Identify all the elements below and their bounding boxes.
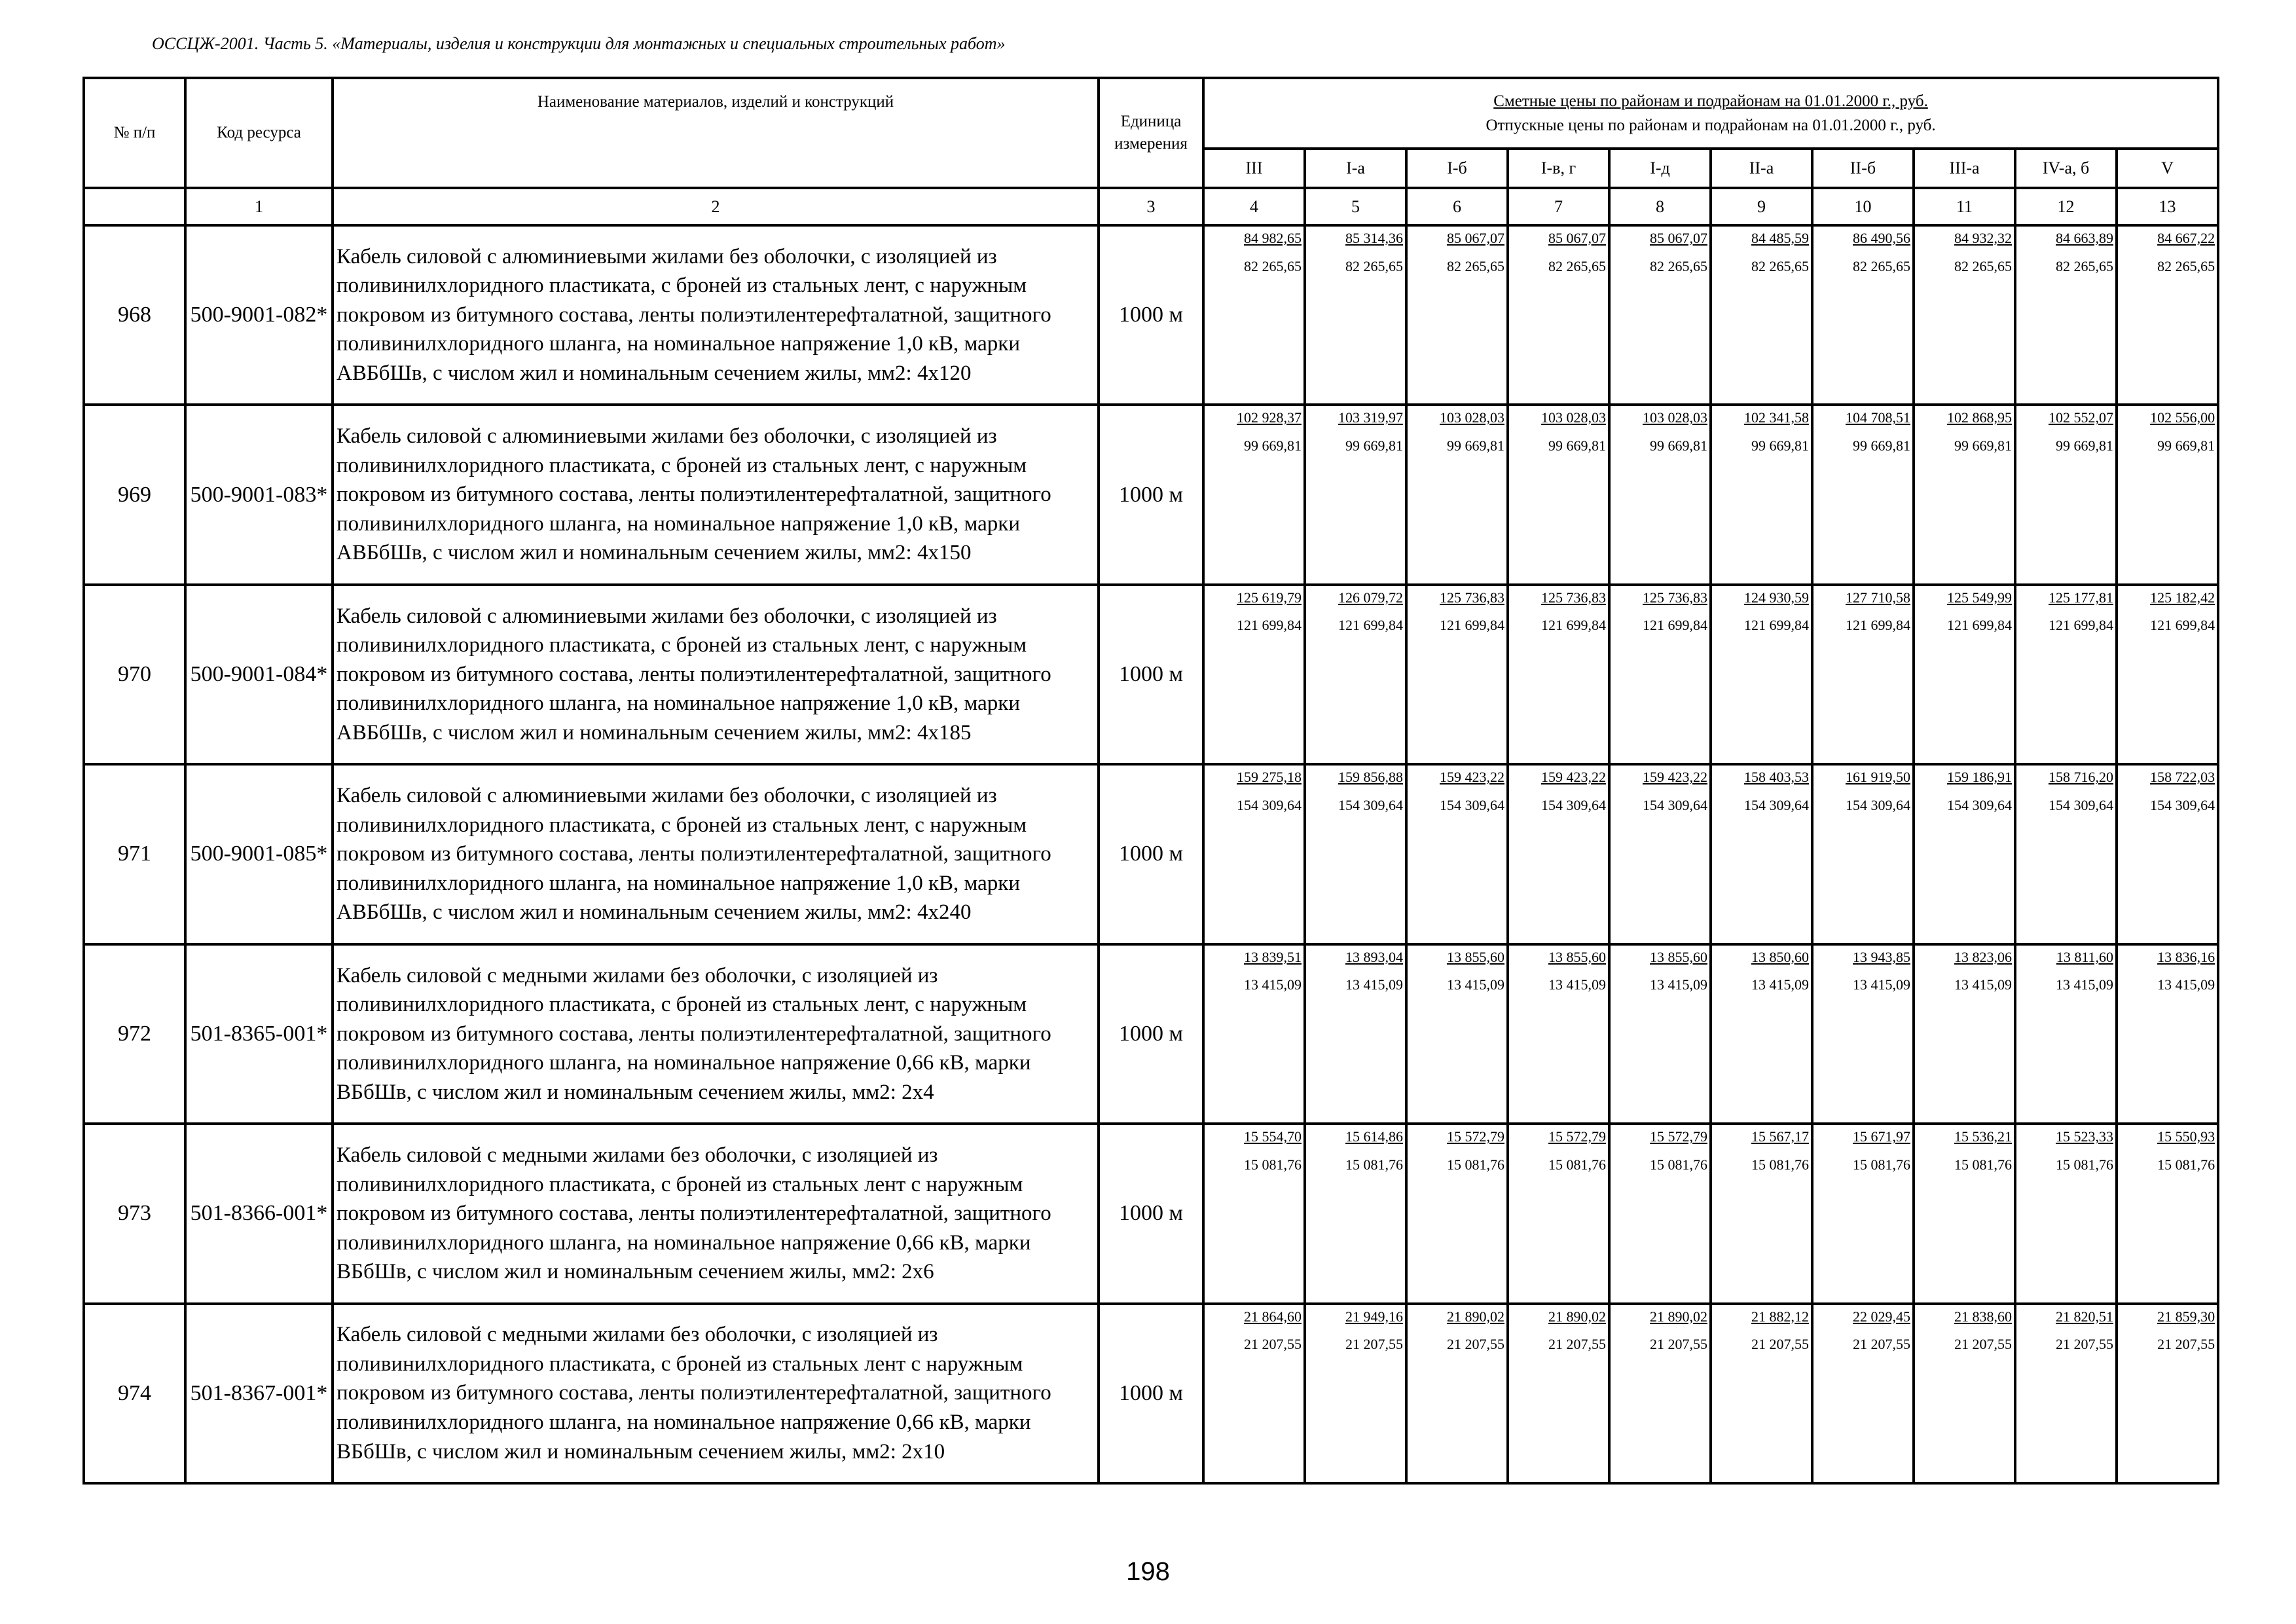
header-num: № п/п bbox=[84, 78, 185, 188]
estimate-price: 21 859,30 bbox=[2157, 1308, 2215, 1325]
price-cell bbox=[1914, 764, 2015, 944]
estimate-price: 21 890,02 bbox=[1447, 1308, 1504, 1325]
column-number-row bbox=[84, 188, 2218, 225]
estimate-price: 102 341,58 bbox=[1744, 409, 1809, 426]
estimate-price: 85 067,07 bbox=[1447, 230, 1504, 246]
release-price: 99 669,81 bbox=[2157, 437, 2215, 454]
price-cell bbox=[1305, 944, 1406, 1124]
estimate-price: 84 667,22 bbox=[2157, 230, 2215, 246]
table-row bbox=[84, 585, 2218, 764]
header-prices-estimate: Сметные цены по районам и подрайонам на 01.01.2000 г., руб. bbox=[1493, 92, 1928, 110]
price-cell bbox=[2117, 1124, 2218, 1303]
estimate-price: 158 403,53 bbox=[1744, 769, 1809, 786]
release-price: 15 081,76 bbox=[1751, 1156, 1809, 1173]
release-price: 82 265,65 bbox=[1954, 257, 2012, 274]
estimate-price: 159 423,22 bbox=[1643, 769, 1707, 786]
price-cell bbox=[1406, 405, 1508, 584]
release-price: 82 265,65 bbox=[1853, 257, 1910, 274]
price-cell bbox=[1609, 405, 1711, 584]
resource-code: 500-9001-085* bbox=[185, 764, 333, 944]
release-price: 99 669,81 bbox=[1751, 437, 1809, 454]
estimate-price: 13 839,51 bbox=[1244, 948, 1302, 965]
price-cell bbox=[1609, 1304, 1711, 1483]
estimate-price: 13 850,60 bbox=[1751, 948, 1809, 965]
table-row bbox=[84, 405, 2218, 584]
price-cell bbox=[1203, 764, 1305, 944]
price-cell bbox=[1914, 585, 2015, 764]
estimate-price: 125 736,83 bbox=[1643, 589, 1707, 606]
price-cell bbox=[1609, 944, 1711, 1124]
price-cell bbox=[1203, 944, 1305, 1124]
region-header: III-а bbox=[1914, 149, 2015, 188]
estimate-price: 15 536,21 bbox=[1954, 1128, 2012, 1145]
estimate-price: 125 736,83 bbox=[1440, 589, 1504, 606]
column-number: 6 bbox=[1406, 188, 1508, 225]
estimate-price: 158 722,03 bbox=[2150, 769, 2215, 786]
region-header: II-б bbox=[1812, 149, 1914, 188]
price-cell bbox=[1508, 585, 1609, 764]
release-price: 82 265,65 bbox=[1650, 257, 1707, 274]
release-price: 82 265,65 bbox=[1447, 257, 1504, 274]
estimate-price: 84 982,65 bbox=[1244, 230, 1302, 246]
release-price: 13 415,09 bbox=[2157, 976, 2215, 993]
estimate-price: 15 572,79 bbox=[1548, 1128, 1606, 1145]
column-number: 2 bbox=[333, 188, 1099, 225]
release-price: 21 207,55 bbox=[1751, 1336, 1809, 1353]
price-cell bbox=[1203, 1304, 1305, 1483]
estimate-price: 21 890,02 bbox=[1548, 1308, 1606, 1325]
table-row bbox=[84, 944, 2218, 1124]
price-cell bbox=[1812, 764, 1914, 944]
table-row bbox=[84, 1124, 2218, 1303]
estimate-price: 13 855,60 bbox=[1650, 948, 1707, 965]
price-cell bbox=[1812, 1304, 1914, 1483]
price-cell bbox=[2117, 1304, 2218, 1483]
column-number-blank bbox=[84, 188, 185, 225]
row-number: 971 bbox=[84, 764, 185, 944]
row-number: 974 bbox=[84, 1304, 185, 1483]
release-price: 21 207,55 bbox=[1244, 1336, 1302, 1353]
column-number: 12 bbox=[2015, 188, 2117, 225]
price-cell bbox=[1609, 764, 1711, 944]
release-price: 82 265,65 bbox=[2157, 257, 2215, 274]
price-cell bbox=[1508, 1124, 1609, 1303]
release-price: 15 081,76 bbox=[2157, 1156, 2215, 1173]
price-cell bbox=[2015, 585, 2117, 764]
release-price: 15 081,76 bbox=[1548, 1156, 1606, 1173]
release-price: 121 699,84 bbox=[1947, 617, 2012, 634]
table-row bbox=[84, 225, 2218, 405]
price-cell bbox=[1609, 225, 1711, 405]
price-cell bbox=[1914, 405, 2015, 584]
estimate-price: 84 485,59 bbox=[1751, 230, 1809, 246]
price-cell bbox=[1508, 944, 1609, 1124]
release-price: 154 309,64 bbox=[1846, 796, 1910, 813]
estimate-price: 15 671,97 bbox=[1853, 1128, 1910, 1145]
estimate-price: 15 572,79 bbox=[1650, 1128, 1707, 1145]
estimate-price: 85 067,07 bbox=[1650, 230, 1707, 246]
resource-code: 500-9001-083* bbox=[185, 405, 333, 584]
material-name: Кабель силовой с алюминиевыми жилами без оболочки, с изоляцией из поливинилхлоридного пластиката, с броней из стальных лент, с наружным покровом из битумного состава, ленты полиэтилентерефталатной, защитного поливинилхлоридного шланга, на номинальное напряжение 1,0 кВ, марки АВБбШв, с числом жил и номинальным сечением жилы, мм2: 4х185 bbox=[333, 585, 1099, 764]
column-number: 4 bbox=[1203, 188, 1305, 225]
column-number: 3 bbox=[1099, 188, 1203, 225]
release-price: 13 415,09 bbox=[2056, 976, 2113, 993]
estimate-price: 15 554,70 bbox=[1244, 1128, 1302, 1145]
table-row bbox=[84, 1304, 2218, 1483]
price-cell bbox=[1406, 944, 1508, 1124]
price-cell bbox=[1305, 764, 1406, 944]
region-header: I-а bbox=[1305, 149, 1406, 188]
region-header: I-д bbox=[1609, 149, 1711, 188]
estimate-price: 102 868,95 bbox=[1947, 409, 2012, 426]
price-cell bbox=[1711, 944, 1812, 1124]
estimate-price: 15 567,17 bbox=[1751, 1128, 1809, 1145]
release-price: 82 265,65 bbox=[1751, 257, 1809, 274]
release-price: 21 207,55 bbox=[1954, 1336, 2012, 1353]
page-number: 198 bbox=[1126, 1557, 1170, 1586]
header-prices-release: Отпускные цены по районам и подрайонам на 01.01.2000 г., руб. bbox=[1485, 117, 1936, 134]
price-cell bbox=[1711, 1124, 1812, 1303]
estimate-price: 103 319,97 bbox=[1338, 409, 1403, 426]
price-cell bbox=[1812, 944, 1914, 1124]
region-header: I-б bbox=[1406, 149, 1508, 188]
price-table bbox=[82, 77, 2219, 1485]
release-price: 121 699,84 bbox=[1846, 617, 1910, 634]
price-cell bbox=[1305, 225, 1406, 405]
row-number: 969 bbox=[84, 405, 185, 584]
estimate-price: 15 614,86 bbox=[1345, 1128, 1403, 1145]
estimate-price: 103 028,03 bbox=[1541, 409, 1606, 426]
price-cell bbox=[1914, 944, 2015, 1124]
release-price: 13 415,09 bbox=[1548, 976, 1606, 993]
release-price: 15 081,76 bbox=[1447, 1156, 1504, 1173]
column-number: 5 bbox=[1305, 188, 1406, 225]
estimate-price: 15 572,79 bbox=[1447, 1128, 1504, 1145]
header-code: Код ресурса bbox=[185, 78, 333, 188]
estimate-price: 13 943,85 bbox=[1853, 948, 1910, 965]
column-number: 13 bbox=[2117, 188, 2218, 225]
price-cell bbox=[2117, 225, 2218, 405]
price-cell bbox=[1711, 1304, 1812, 1483]
unit-of-measure: 1000 м bbox=[1099, 1124, 1203, 1303]
release-price: 21 207,55 bbox=[1853, 1336, 1910, 1353]
estimate-price: 102 928,37 bbox=[1237, 409, 1302, 426]
price-cell bbox=[1406, 225, 1508, 405]
price-cell bbox=[2117, 944, 2218, 1124]
estimate-price: 13 823,06 bbox=[1954, 948, 2012, 965]
estimate-price: 21 882,12 bbox=[1751, 1308, 1809, 1325]
release-price: 154 309,64 bbox=[1440, 796, 1504, 813]
header-name: Наименование материалов, изделий и конструкций bbox=[333, 78, 1099, 188]
price-cell bbox=[1406, 1124, 1508, 1303]
material-name: Кабель силовой с медными жилами без оболочки, с изоляцией из поливинилхлоридного пластиката, с броней из стальных лент, с наружным покровом из битумного состава, ленты полиэтилентерефталатной, защитного поливинилхлоридного шланга, на номинальное напряжение 0,66 кВ, марки ВБбШв, с числом жил и номинальным сечением жилы, мм2: 2х4 bbox=[333, 944, 1099, 1124]
estimate-price: 21 838,60 bbox=[1954, 1308, 2012, 1325]
estimate-price: 159 423,22 bbox=[1440, 769, 1504, 786]
estimate-price: 84 932,32 bbox=[1954, 230, 2012, 246]
estimate-price: 13 855,60 bbox=[1447, 948, 1504, 965]
estimate-price: 103 028,03 bbox=[1440, 409, 1504, 426]
estimate-price: 104 708,51 bbox=[1846, 409, 1910, 426]
release-price: 121 699,84 bbox=[1237, 617, 1302, 634]
estimate-price: 21 820,51 bbox=[2056, 1308, 2113, 1325]
resource-code: 501-8367-001* bbox=[185, 1304, 333, 1483]
release-price: 154 309,64 bbox=[1237, 796, 1302, 813]
release-price: 13 415,09 bbox=[1345, 976, 1403, 993]
unit-of-measure: 1000 м bbox=[1099, 944, 1203, 1124]
price-cell bbox=[1711, 585, 1812, 764]
material-name: Кабель силовой с алюминиевыми жилами без оболочки, с изоляцией из поливинилхлоридного пластиката, с броней из стальных лент, с наружным покровом из битумного состава, ленты полиэтилентерефталатной, защитного поливинилхлоридного шланга, на номинальное напряжение 1,0 кВ, марки АВБбШв, с числом жил и номинальным сечением жилы, мм2: 4х240 bbox=[333, 764, 1099, 944]
release-price: 99 669,81 bbox=[1447, 437, 1504, 454]
release-price: 21 207,55 bbox=[1447, 1336, 1504, 1353]
release-price: 121 699,84 bbox=[1440, 617, 1504, 634]
column-number: 8 bbox=[1609, 188, 1711, 225]
release-price: 121 699,84 bbox=[1338, 617, 1403, 634]
price-cell bbox=[1914, 1124, 2015, 1303]
price-cell bbox=[1609, 1124, 1711, 1303]
release-price: 13 415,09 bbox=[1751, 976, 1809, 993]
resource-code: 500-9001-084* bbox=[185, 585, 333, 764]
price-cell bbox=[1508, 405, 1609, 584]
estimate-price: 21 949,16 bbox=[1345, 1308, 1403, 1325]
unit-of-measure: 1000 м bbox=[1099, 585, 1203, 764]
estimate-price: 15 550,93 bbox=[2157, 1128, 2215, 1145]
release-price: 154 309,64 bbox=[1541, 796, 1606, 813]
header-prices bbox=[1203, 78, 2218, 149]
region-header: I-в, г bbox=[1508, 149, 1609, 188]
price-cell bbox=[2015, 225, 2117, 405]
release-price: 15 081,76 bbox=[1650, 1156, 1707, 1173]
release-price: 99 669,81 bbox=[1548, 437, 1606, 454]
estimate-price: 125 182,42 bbox=[2150, 589, 2215, 606]
estimate-price: 158 716,20 bbox=[2049, 769, 2113, 786]
price-cell bbox=[1812, 225, 1914, 405]
column-number: 1 bbox=[185, 188, 333, 225]
release-price: 154 309,64 bbox=[1338, 796, 1403, 813]
release-price: 21 207,55 bbox=[2157, 1336, 2215, 1353]
price-cell bbox=[1508, 225, 1609, 405]
release-price: 21 207,55 bbox=[2056, 1336, 2113, 1353]
column-number: 9 bbox=[1711, 188, 1812, 225]
estimate-price: 13 893,04 bbox=[1345, 948, 1403, 965]
document-header: ОССЦЖ-2001. Часть 5. «Материалы, изделия и конструкции для монтажных и специальных строительных работ» bbox=[152, 34, 1006, 53]
table-body bbox=[84, 225, 2218, 1483]
release-price: 121 699,84 bbox=[1744, 617, 1809, 634]
estimate-price: 159 275,18 bbox=[1237, 769, 1302, 786]
price-cell bbox=[2015, 405, 2117, 584]
release-price: 82 265,65 bbox=[2056, 257, 2113, 274]
price-cell bbox=[2015, 1124, 2117, 1303]
row-number: 972 bbox=[84, 944, 185, 1124]
release-price: 21 207,55 bbox=[1650, 1336, 1707, 1353]
release-price: 154 309,64 bbox=[2150, 796, 2215, 813]
estimate-price: 86 490,56 bbox=[1853, 230, 1910, 246]
header-unit: Единица измерения bbox=[1099, 78, 1203, 188]
price-cell bbox=[1305, 405, 1406, 584]
release-price: 13 415,09 bbox=[1447, 976, 1504, 993]
estimate-price: 85 067,07 bbox=[1548, 230, 1606, 246]
price-cell bbox=[1305, 585, 1406, 764]
estimate-price: 125 619,79 bbox=[1237, 589, 1302, 606]
release-price: 82 265,65 bbox=[1345, 257, 1403, 274]
estimate-price: 13 855,60 bbox=[1548, 948, 1606, 965]
release-price: 15 081,76 bbox=[1954, 1156, 2012, 1173]
material-name: Кабель силовой с алюминиевыми жилами без оболочки, с изоляцией из поливинилхлоридного пластиката, с броней из стальных лент, с наружным покровом из битумного состава, ленты полиэтилентерефталатной, защитного поливинилхлоридного шланга, на номинальное напряжение 1,0 кВ, марки АВБбШв, с числом жил и номинальным сечением жилы, мм2: 4х120 bbox=[333, 225, 1099, 405]
region-header: III bbox=[1203, 149, 1305, 188]
column-number: 11 bbox=[1914, 188, 2015, 225]
release-price: 21 207,55 bbox=[1548, 1336, 1606, 1353]
release-price: 121 699,84 bbox=[1541, 617, 1606, 634]
region-header: IV-а, б bbox=[2015, 149, 2117, 188]
release-price: 154 309,64 bbox=[1643, 796, 1707, 813]
price-cell bbox=[1508, 1304, 1609, 1483]
unit-of-measure: 1000 м bbox=[1099, 764, 1203, 944]
release-price: 15 081,76 bbox=[1853, 1156, 1910, 1173]
estimate-price: 84 663,89 bbox=[2056, 230, 2113, 246]
release-price: 99 669,81 bbox=[1244, 437, 1302, 454]
release-price: 154 309,64 bbox=[1744, 796, 1809, 813]
price-cell bbox=[2117, 585, 2218, 764]
price-cell bbox=[1711, 764, 1812, 944]
price-cell bbox=[1406, 1304, 1508, 1483]
column-number: 10 bbox=[1812, 188, 1914, 225]
price-cell bbox=[1508, 764, 1609, 944]
resource-code: 501-8366-001* bbox=[185, 1124, 333, 1303]
price-cell bbox=[1305, 1124, 1406, 1303]
unit-of-measure: 1000 м bbox=[1099, 1304, 1203, 1483]
estimate-price: 159 423,22 bbox=[1541, 769, 1606, 786]
release-price: 99 669,81 bbox=[1345, 437, 1403, 454]
release-price: 15 081,76 bbox=[1345, 1156, 1403, 1173]
estimate-price: 159 856,88 bbox=[1338, 769, 1403, 786]
price-cell bbox=[1609, 585, 1711, 764]
row-number: 973 bbox=[84, 1124, 185, 1303]
release-price: 13 415,09 bbox=[1853, 976, 1910, 993]
table-row bbox=[84, 764, 2218, 944]
release-price: 121 699,84 bbox=[2049, 617, 2113, 634]
estimate-price: 127 710,58 bbox=[1846, 589, 1910, 606]
release-price: 99 669,81 bbox=[2056, 437, 2113, 454]
price-cell bbox=[2015, 944, 2117, 1124]
estimate-price: 159 186,91 bbox=[1947, 769, 2012, 786]
price-cell bbox=[1812, 1124, 1914, 1303]
unit-of-measure: 1000 м bbox=[1099, 225, 1203, 405]
release-price: 15 081,76 bbox=[1244, 1156, 1302, 1173]
price-cell bbox=[1203, 585, 1305, 764]
column-number: 7 bbox=[1508, 188, 1609, 225]
price-cell bbox=[1711, 405, 1812, 584]
release-price: 121 699,84 bbox=[1643, 617, 1707, 634]
estimate-price: 102 556,00 bbox=[2150, 409, 2215, 426]
price-cell bbox=[1812, 585, 1914, 764]
price-cell bbox=[1203, 225, 1305, 405]
row-number: 968 bbox=[84, 225, 185, 405]
unit-of-measure: 1000 м bbox=[1099, 405, 1203, 584]
price-cell bbox=[1812, 405, 1914, 584]
estimate-price: 22 029,45 bbox=[1853, 1308, 1910, 1325]
estimate-price: 125 549,99 bbox=[1947, 589, 2012, 606]
release-price: 82 265,65 bbox=[1244, 257, 1302, 274]
release-price: 99 669,81 bbox=[1650, 437, 1707, 454]
estimate-price: 85 314,36 bbox=[1345, 230, 1403, 246]
material-name: Кабель силовой с медными жилами без оболочки, с изоляцией из поливинилхлоридного пластиката, с броней из стальных лент с наружным покровом из битумного состава, ленты полиэтилентерефталатной, защитного поливинилхлоридного шланга, на номинальное напряжение 0,66 кВ, марки ВБбШв, с числом жил и номинальным сечением жилы, мм2: 2х6 bbox=[333, 1124, 1099, 1303]
release-price: 15 081,76 bbox=[2056, 1156, 2113, 1173]
resource-code: 500-9001-082* bbox=[185, 225, 333, 405]
price-cell bbox=[1203, 1124, 1305, 1303]
release-price: 121 699,84 bbox=[2150, 617, 2215, 634]
region-header: V bbox=[2117, 149, 2218, 188]
material-name: Кабель силовой с медными жилами без оболочки, с изоляцией из поливинилхлоридного пластиката, с броней из стальных лент с наружным покровом из битумного состава, ленты полиэтилентерефталатной, защитного поливинилхлоридного шланга, на номинальное напряжение 0,66 кВ, марки ВБбШв, с числом жил и номинальным сечением жилы, мм2: 2х10 bbox=[333, 1304, 1099, 1483]
estimate-price: 124 930,59 bbox=[1744, 589, 1809, 606]
price-cell bbox=[2117, 764, 2218, 944]
price-cell bbox=[1406, 764, 1508, 944]
material-name: Кабель силовой с алюминиевыми жилами без оболочки, с изоляцией из поливинилхлоридного пластиката, с броней из стальных лент, с наружным покровом из битумного состава, ленты полиэтилентерефталатной, защитного поливинилхлоридного шланга, на номинальное напряжение 1,0 кВ, марки АВБбШв, с числом жил и номинальным сечением жилы, мм2: 4х150 bbox=[333, 405, 1099, 584]
price-cell bbox=[1203, 405, 1305, 584]
estimate-price: 126 079,72 bbox=[1338, 589, 1403, 606]
price-cell bbox=[1305, 1304, 1406, 1483]
release-price: 13 415,09 bbox=[1650, 976, 1707, 993]
estimate-price: 15 523,33 bbox=[2056, 1128, 2113, 1145]
price-cell bbox=[2015, 764, 2117, 944]
price-cell bbox=[1711, 225, 1812, 405]
release-price: 13 415,09 bbox=[1244, 976, 1302, 993]
price-cell bbox=[1406, 585, 1508, 764]
estimate-price: 13 836,16 bbox=[2157, 948, 2215, 965]
release-price: 154 309,64 bbox=[2049, 796, 2113, 813]
row-number: 970 bbox=[84, 585, 185, 764]
estimate-price: 13 811,60 bbox=[2056, 948, 2113, 965]
estimate-price: 161 919,50 bbox=[1846, 769, 1910, 786]
release-price: 13 415,09 bbox=[1954, 976, 2012, 993]
estimate-price: 102 552,07 bbox=[2049, 409, 2113, 426]
price-cell bbox=[1914, 225, 2015, 405]
estimate-price: 103 028,03 bbox=[1643, 409, 1707, 426]
estimate-price: 125 177,81 bbox=[2049, 589, 2113, 606]
release-price: 99 669,81 bbox=[1853, 437, 1910, 454]
resource-code: 501-8365-001* bbox=[185, 944, 333, 1124]
estimate-price: 125 736,83 bbox=[1541, 589, 1606, 606]
price-cell bbox=[2015, 1304, 2117, 1483]
release-price: 154 309,64 bbox=[1947, 796, 2012, 813]
release-price: 99 669,81 bbox=[1954, 437, 2012, 454]
region-header: II-а bbox=[1711, 149, 1812, 188]
estimate-price: 21 890,02 bbox=[1650, 1308, 1707, 1325]
estimate-price: 21 864,60 bbox=[1244, 1308, 1302, 1325]
release-price: 21 207,55 bbox=[1345, 1336, 1403, 1353]
release-price: 82 265,65 bbox=[1548, 257, 1606, 274]
price-cell bbox=[2117, 405, 2218, 584]
price-cell bbox=[1914, 1304, 2015, 1483]
